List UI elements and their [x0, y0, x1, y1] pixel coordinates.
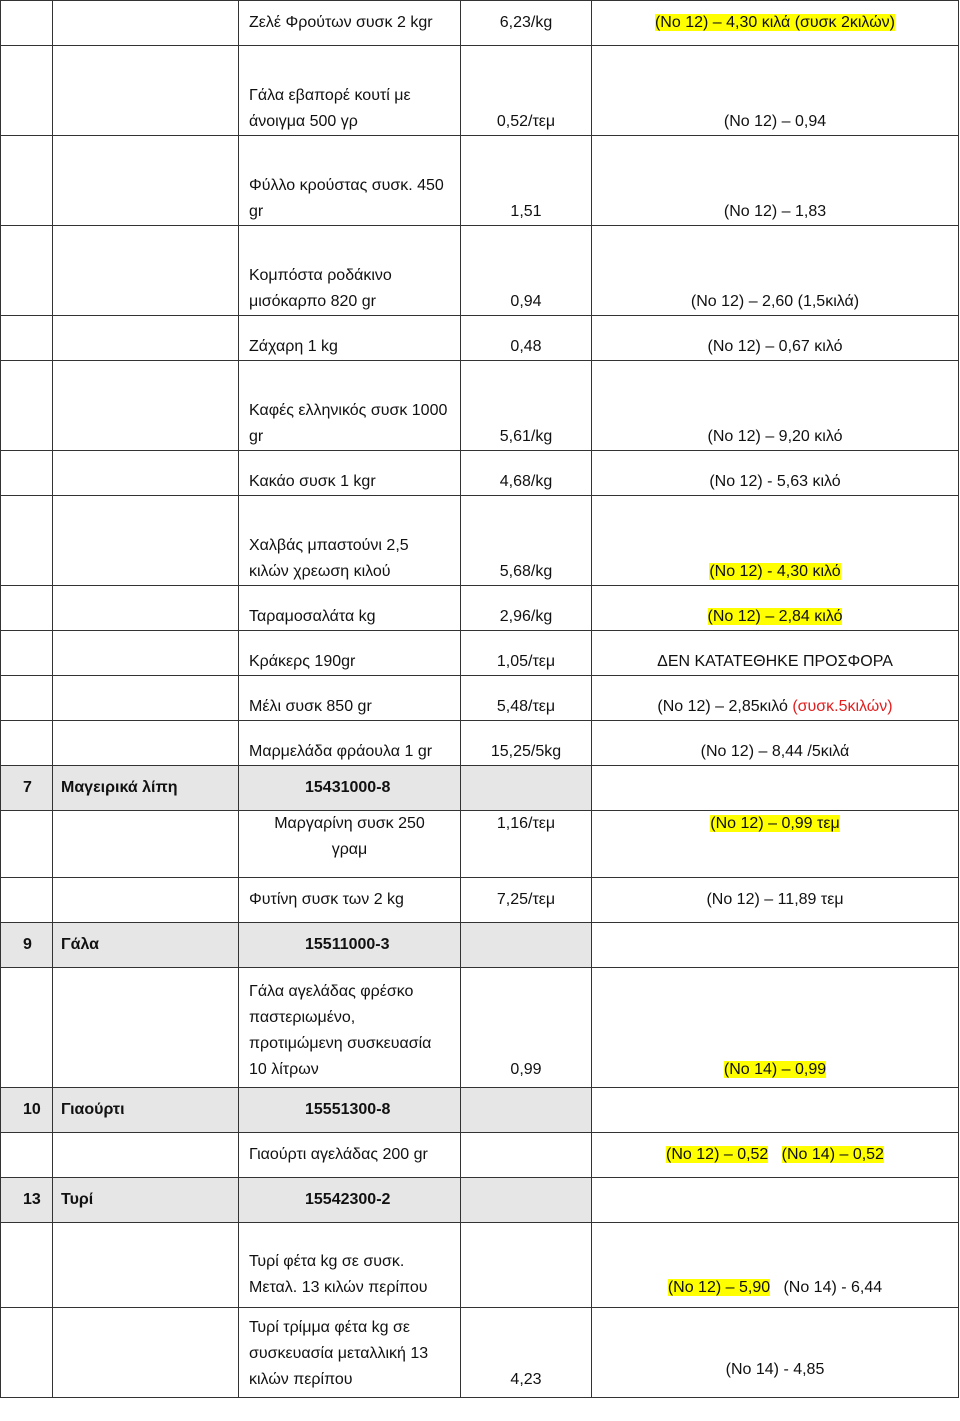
- item-name: Γάλα αγελάδας φρέσκο παστεριωμένο, προτιμώμενη συσκευασία 10 λίτρων: [239, 968, 461, 1088]
- table-row: [1, 721, 959, 766]
- item-name: Κομπόστα ροδάκινο μισόκαρπο 820 gr: [239, 226, 461, 316]
- item-price: 1,16/τεμ: [461, 811, 592, 878]
- item-offer: [592, 676, 959, 721]
- item-name: Κακάο συσκ 1 kgr: [239, 451, 461, 496]
- item-name: Ζελέ Φρούτων συσκ 2 kgr: [239, 1, 461, 46]
- category-code: 15551300-8: [239, 1088, 461, 1133]
- category-title: Γάλα: [53, 923, 239, 968]
- table-row: [1, 451, 959, 496]
- item-price: 4,23: [461, 1308, 592, 1398]
- item-offer: (Νο 12) - 5,63 κιλό: [592, 451, 959, 496]
- item-price: 4,68/kg: [461, 451, 592, 496]
- offer-highlight: (Νο 12) – 4,30 κιλά (συσκ 2κιλών): [654, 14, 896, 31]
- item-offer: (Νο 12) – 9,20 κιλό: [592, 361, 959, 451]
- item-offer: [592, 496, 959, 586]
- table-row: [1, 811, 959, 878]
- item-price: 6,23/kg: [461, 1, 592, 46]
- category-row: [1, 1178, 959, 1223]
- offer-highlight: (Νο 12) – 0,99 τεμ: [710, 815, 840, 832]
- item-offer: [592, 1, 959, 46]
- category-title: Τυρί: [53, 1178, 239, 1223]
- item-name: Ζάχαρη 1 kg: [239, 316, 461, 361]
- item-offer: ΔΕΝ ΚΑΤΑΤΕΘΗΚΕ ΠΡΟΣΦΟΡΑ: [592, 631, 959, 676]
- table-row: [1, 1133, 959, 1178]
- offer-text: (Νο 12) – 2,85κιλό: [657, 698, 793, 715]
- item-price: 0,94: [461, 226, 592, 316]
- item-offer: [592, 811, 959, 878]
- item-price: 2,96/kg: [461, 586, 592, 631]
- item-price: 1,05/τεμ: [461, 631, 592, 676]
- category-code: 15511000-3: [239, 923, 461, 968]
- item-name: Μέλι συσκ 850 gr: [239, 676, 461, 721]
- category-number: 7: [1, 766, 53, 811]
- table-row: [1, 46, 959, 136]
- item-price: 0,52/τεμ: [461, 46, 592, 136]
- category-number: 9: [1, 923, 53, 968]
- item-offer: (Νο 12) – 8,44 /5κιλά: [592, 721, 959, 766]
- item-name: Μαρμελάδα φράουλα 1 gr: [239, 721, 461, 766]
- item-price: 5,61/kg: [461, 361, 592, 451]
- table-row: [1, 316, 959, 361]
- item-offer: [592, 586, 959, 631]
- table-row: [1, 226, 959, 316]
- offer-highlight: (Νο 14) – 0,52: [781, 1146, 884, 1163]
- category-code: 15542300-2: [239, 1178, 461, 1223]
- category-row: [1, 923, 959, 968]
- item-price: 7,25/τεμ: [461, 878, 592, 923]
- item-offer: [592, 968, 959, 1088]
- category-number: 13: [1, 1178, 53, 1223]
- item-price: [461, 1223, 592, 1308]
- table-row: [1, 1223, 959, 1308]
- table-row: [1, 586, 959, 631]
- item-price: 5,68/kg: [461, 496, 592, 586]
- table-row: [1, 496, 959, 586]
- item-category-cell: [53, 1, 239, 46]
- item-name: Μαργαρίνη συσκ 250 γραμ: [239, 811, 461, 878]
- table-row: [1, 878, 959, 923]
- table-row: [1, 631, 959, 676]
- offer-highlight: (Νο 14) – 0,99: [723, 1061, 827, 1078]
- item-offer: (Νο 12) – 2,60 (1,5κιλά): [592, 226, 959, 316]
- item-price: [461, 1133, 592, 1178]
- item-offer: (Νο 12) – 0,67 κιλό: [592, 316, 959, 361]
- item-name: Γάλα εβαπορέ κουτί με άνοιγμα 500 γρ: [239, 46, 461, 136]
- table-row: [1, 361, 959, 451]
- item-price: 5,48/τεμ: [461, 676, 592, 721]
- table-row: [1, 676, 959, 721]
- item-price: 15,25/5kg: [461, 721, 592, 766]
- item-name: Φυτίνη συσκ των 2 kg: [239, 878, 461, 923]
- item-offer: (Νο 14) - 4,85: [592, 1308, 959, 1398]
- item-name: Καφές ελληνικός συσκ 1000 gr: [239, 361, 461, 451]
- category-number: 10: [1, 1088, 53, 1133]
- item-price: 0,48: [461, 316, 592, 361]
- item-price: 0,99: [461, 968, 592, 1088]
- item-name: Κράκερς 190gr: [239, 631, 461, 676]
- offer-highlight: (Νο 12) – 0,52: [666, 1146, 769, 1163]
- package-note: (συσκ.5κιλών): [792, 698, 893, 715]
- item-number-cell: [1, 1, 53, 46]
- item-offer: [592, 1133, 959, 1178]
- item-name: Τυρί φέτα kg σε συσκ. Μεταλ. 13 κιλών περίπου: [239, 1223, 461, 1308]
- item-price: 1,51: [461, 136, 592, 226]
- item-offer: (Νο 12) – 1,83: [592, 136, 959, 226]
- category-row: [1, 1088, 959, 1133]
- category-title: Μαγειρικά λίπη: [53, 766, 239, 811]
- table-row: [1, 968, 959, 1088]
- category-row: [1, 766, 959, 811]
- item-name: Φύλλο κρούστας συσκ. 450 gr: [239, 136, 461, 226]
- table-row: [1, 1308, 959, 1398]
- offer-highlight: (Νο 12) – 5,90: [667, 1279, 771, 1296]
- item-offer: [592, 1223, 959, 1308]
- item-name: Χαλβάς μπαστούνι 2,5 κιλών χρεωση κιλού: [239, 496, 461, 586]
- item-offer: (Νο 12) – 0,94: [592, 46, 959, 136]
- offer-text: (Νο 14) - 6,44: [783, 1279, 883, 1296]
- item-name: Ταραμοσαλάτα kg: [239, 586, 461, 631]
- offer-highlight: (Νο 12) - 4,30 κιλό: [709, 563, 841, 580]
- item-offer: (Νο 12) – 11,89 τεμ: [592, 878, 959, 923]
- table-row: [1, 1, 959, 46]
- category-title: Γιαούρτι: [53, 1088, 239, 1133]
- item-name: Τυρί τρίμμα φέτα kg σε συσκευασία μεταλλική 13 κιλών περίπου: [239, 1308, 461, 1398]
- item-name: Γιαούρτι αγελάδας 200 gr: [239, 1133, 461, 1178]
- offer-highlight: (Νο 12) – 2,84 κιλό: [707, 608, 843, 625]
- table-row: [1, 136, 959, 226]
- category-code: 15431000-8: [239, 766, 461, 811]
